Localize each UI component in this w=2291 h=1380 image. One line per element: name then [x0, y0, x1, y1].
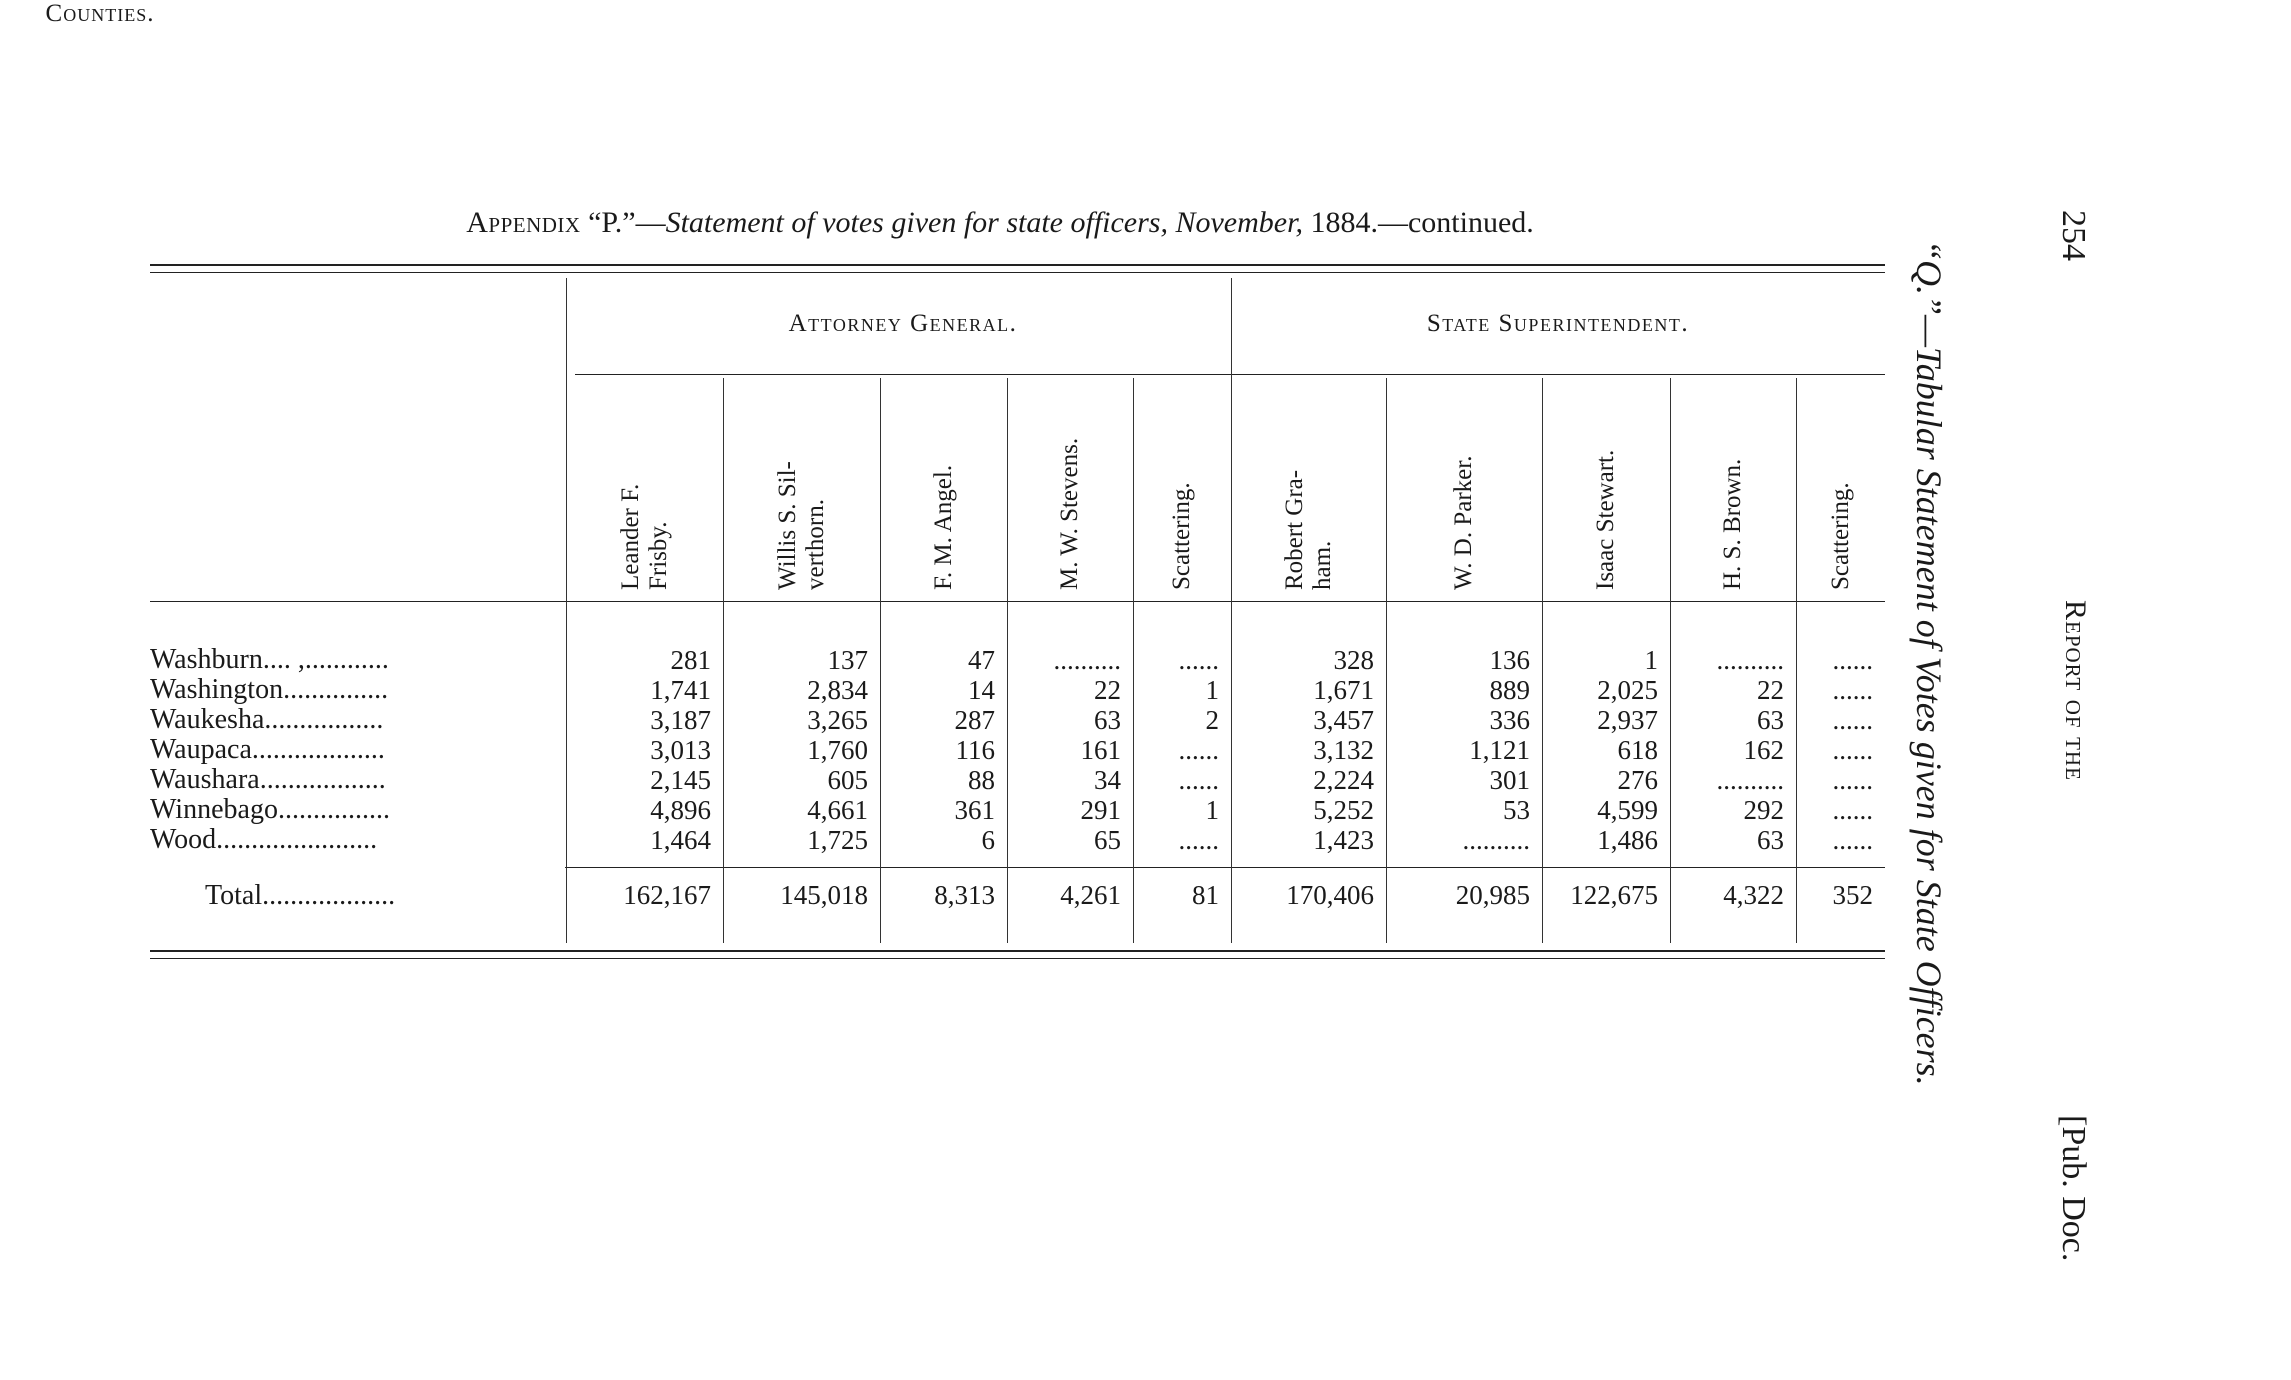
caption-quote: “P.”— [580, 206, 666, 239]
table-cell: 4,661 [807, 795, 868, 825]
table-cell: 1,741 [650, 675, 711, 705]
table-cell: ...... [1178, 825, 1219, 855]
table-cell: 605 [827, 765, 868, 795]
table-cell: ...... [1178, 735, 1219, 765]
table-cell: 136 [1489, 645, 1530, 675]
table-cell: 3,132 [1313, 735, 1374, 765]
table-cell: 1,486 [1597, 825, 1658, 855]
table-cell: 161 [1080, 735, 1121, 765]
table-cell: 63 [1094, 705, 1121, 735]
report-heading: Report of the [2059, 600, 2092, 781]
table-cell: 2,834 [807, 675, 868, 705]
column-header: Willis S. Sil- verthorn. [773, 461, 829, 590]
table-cell: 301 [1489, 765, 1530, 795]
table-cell: 4,599 [1597, 795, 1658, 825]
table-cell: ...... [1832, 705, 1873, 735]
county-name: Wood....................... [150, 824, 378, 855]
pub-doc-label: [Pub. Doc. [2055, 1115, 2092, 1262]
county-name: Winnebago................ [150, 794, 390, 825]
column-header: Leander F. Frisby. [616, 483, 672, 590]
table-cell: 1,464 [650, 825, 711, 855]
table-cell: 88 [968, 765, 995, 795]
bottom-double-rule-2 [150, 958, 1885, 959]
county-name: Washburn.... ,............ [150, 644, 389, 675]
table-cell: .......... [1053, 645, 1121, 675]
table-caption [150, 206, 1850, 240]
caption-prefix: Appendix [466, 206, 581, 239]
table-cell: 889 [1489, 675, 1530, 705]
table-cell: 618 [1617, 735, 1658, 765]
county-name: Waupaca................... [150, 734, 385, 765]
county-name: Waushara.................. [150, 764, 386, 795]
table-cell: 65 [1094, 825, 1121, 855]
page-number: 254 [2055, 210, 2092, 261]
table-cell: 291 [1080, 795, 1121, 825]
column-header: H. S. Brown. [1719, 458, 1746, 590]
table-cell: 47 [968, 645, 995, 675]
table-cell: ...... [1832, 675, 1873, 705]
table-cell: 1,671 [1313, 675, 1374, 705]
table-cell: 2,025 [1597, 675, 1658, 705]
running-title: “Q.”—Tabular Statement of Votes given for State Officers. [1909, 240, 1949, 1086]
table-cell: 1 [1205, 795, 1219, 825]
table-cell: 14 [968, 675, 995, 705]
table-cell: 2,224 [1313, 765, 1374, 795]
table-cell: ...... [1832, 765, 1873, 795]
group-header-state-superintendent: State Superintendent. [1426, 310, 1690, 337]
table-cell: ...... [1832, 795, 1873, 825]
table-cell: 53 [1503, 795, 1530, 825]
column-header: Robert Gra- ham. [1280, 469, 1336, 590]
table-cell: 6 [981, 825, 995, 855]
table-cell: 137 [827, 645, 868, 675]
table-cell: 1 [1205, 675, 1219, 705]
table-cell: .......... [1716, 765, 1784, 795]
top-double-rule-2 [150, 272, 1885, 273]
table-cell: ...... [1832, 735, 1873, 765]
table-cell: 63 [1757, 825, 1784, 855]
table-cell: 34 [1094, 765, 1121, 795]
group-header-attorney-general: Attorney General. [788, 310, 1018, 337]
table-cell: ...... [1178, 645, 1219, 675]
total-cell: 170,406 [1286, 880, 1374, 910]
bottom-double-rule-1 [150, 950, 1885, 952]
county-name: Washington............... [150, 674, 389, 705]
top-double-rule-1 [150, 264, 1885, 266]
table-cell: 3,265 [807, 705, 868, 735]
table-cell: 287 [954, 705, 995, 735]
table-cell: 162 [1743, 735, 1784, 765]
table-cell: ...... [1832, 645, 1873, 675]
total-cell: 162,167 [623, 880, 711, 910]
table-cell: 3,457 [1313, 705, 1374, 735]
county-name: Waukesha................. [150, 704, 384, 735]
table-cell: 2,145 [650, 765, 711, 795]
total-cell: 4,261 [1060, 880, 1121, 910]
caption-italic: Statement of votes given for state officers, November, [665, 206, 1303, 239]
total-cell: 4,322 [1723, 880, 1784, 910]
total-cell: 145,018 [780, 880, 868, 910]
column-header: Isaac Stewart. [1592, 449, 1619, 590]
column-header: F. M. Angel. [929, 464, 957, 590]
total-cell: 122,675 [1570, 880, 1658, 910]
table-cell: 116 [955, 735, 995, 765]
table-cell: 1,725 [807, 825, 868, 855]
table-cell: 22 [1094, 675, 1121, 705]
column-header: M. W. Stevens. [1056, 437, 1083, 590]
table-cell: .......... [1462, 825, 1530, 855]
column-header: Scattering. [1168, 482, 1195, 590]
table-cell: 361 [954, 795, 995, 825]
table-cell: 281 [670, 645, 711, 675]
table-cell: 1,760 [807, 735, 868, 765]
table-cell: 3,013 [650, 735, 711, 765]
table-cell: 1,121 [1469, 735, 1530, 765]
table-cell: 328 [1333, 645, 1374, 675]
table-cell: 5,252 [1313, 795, 1374, 825]
table-cell: 4,896 [650, 795, 711, 825]
caption-suffix: 1884.—continued. [1302, 206, 1534, 239]
total-cell: 8,313 [934, 880, 995, 910]
table-cell: 3,187 [650, 705, 711, 735]
total-cell: 20,985 [1455, 880, 1530, 910]
header-bottom-rule [150, 601, 1885, 602]
total-cell: 352 [1832, 880, 1873, 910]
table-cell: .......... [1716, 645, 1784, 675]
group-header-rule [575, 374, 1885, 375]
total-cell: 81 [1192, 880, 1219, 910]
table-cell: 336 [1489, 705, 1530, 735]
table-cell: 292 [1743, 795, 1784, 825]
table-cell: 276 [1617, 765, 1658, 795]
total-label: Total................... [205, 880, 396, 911]
column-header: W. D. Parker. [1450, 455, 1477, 590]
table-cell: 22 [1757, 675, 1784, 705]
column-header: Scattering. [1826, 482, 1854, 590]
total-top-rule [565, 867, 1885, 868]
table-cell: 1 [1644, 645, 1658, 675]
table-cell: ...... [1832, 825, 1873, 855]
counties-header: Counties. [45, 0, 155, 27]
table-cell: 2,937 [1597, 705, 1658, 735]
table-cell: ...... [1178, 765, 1219, 795]
table-cell: 1,423 [1313, 825, 1374, 855]
table-cell: 63 [1757, 705, 1784, 735]
table-cell: 2 [1205, 705, 1219, 735]
